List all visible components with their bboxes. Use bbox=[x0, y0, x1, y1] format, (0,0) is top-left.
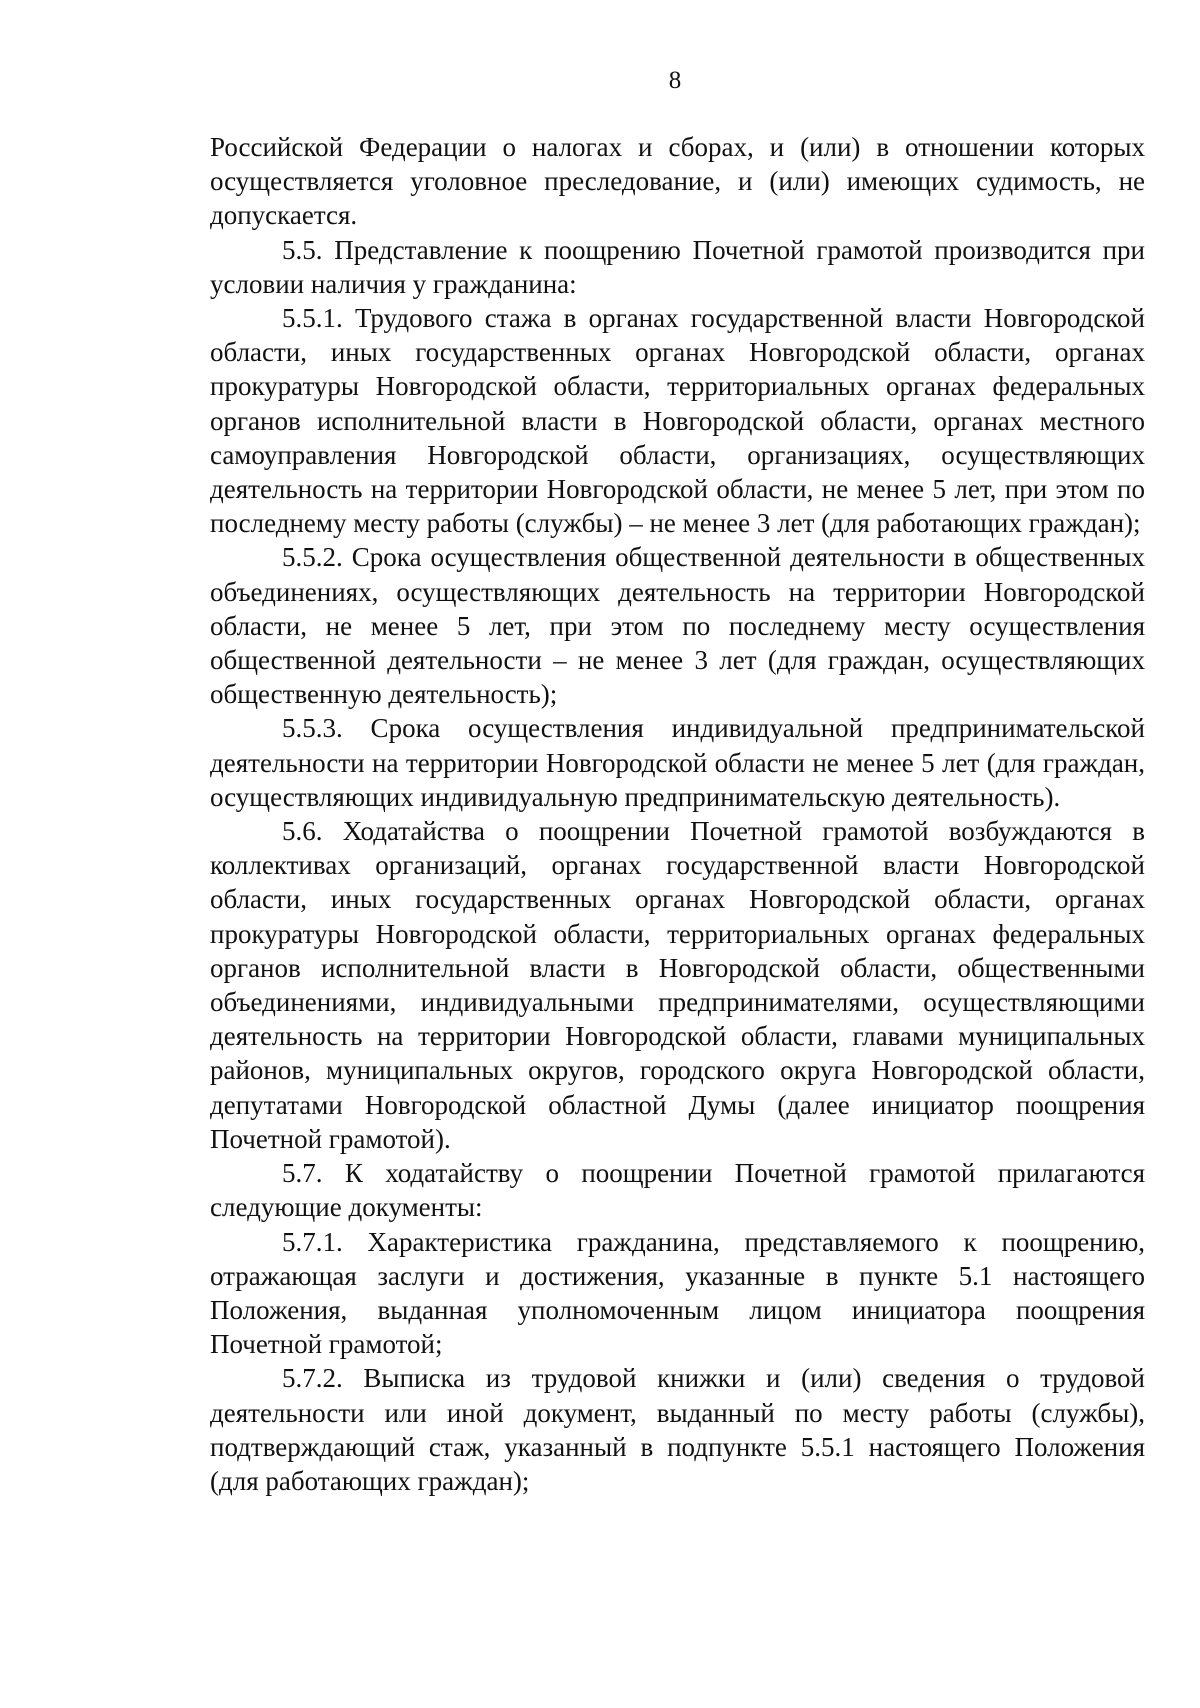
page-number: 8 bbox=[668, 67, 682, 94]
paragraph-continuation: Российской Федерации о налогах и сборах, и (или) в отношении которых осуществляется уголовное преследование, и (или) имеющих судимость, не допускается. bbox=[210, 132, 1145, 231]
paragraph-5-7: 5.7. К ходатайству о поощрении Почетной грамотой прилагаются следующие документы: bbox=[210, 1158, 1145, 1223]
paragraph-5-5-2: 5.5.2. Срока осуществления общественной деятельности в общественных объединениях, осуществляющих деятельность на территории Новгородской области, не менее 5 лет, при этом по последнему месту осуществления общественной деятельности – не менее 3 лет (для граждан, осуществляющих общественную деятельность); bbox=[210, 542, 1145, 710]
paragraph-5-6: 5.6. Ходатайства о поощрении Почетной грамотой возбуждаются в коллективах организаций, органах государственной власти Новгородской области, иных государственных органах Новгородской области, органах прокуратуры Новгородской области, территориальных органах федеральных органов исполнительной власти в Новгородской области, общественными объединениями, индивидуальными предпринимателями, осуществляющими деятельность на территории Новгородской области, главами муниципальных районов, муниципальных округов, городского округа Новгородской области, депутатами Новгородской областной Думы (далее инициатор поощрения Почетной грамотой). bbox=[210, 816, 1145, 1154]
paragraph-5-5: 5.5. Представление к поощрению Почетной грамотой производится при условии наличия у гражданина: bbox=[210, 234, 1145, 299]
paragraph-5-5-3: 5.5.3. Срока осуществления индивидуальной предпринимательской деятельности на территории Новгородской области не менее 5 лет (для граждан, осуществляющих индивидуальную предпринимательскую деятельность). bbox=[210, 713, 1145, 812]
paragraph-5-7-2: 5.7.2. Выписка из трудовой книжки и (или) сведения о трудовой деятельности или иной документ, выданный по месту работы (службы), подтверждающий стаж, указанный в подпункте 5.5.1 настоящего Положения (для работающих граждан); bbox=[210, 1363, 1145, 1496]
paragraph-5-5-1: 5.5.1. Трудового стажа в органах государственной власти Новгородской области, иных государственных органах Новгородской области, органах прокуратуры Новгородской области, территориальных органах федеральных органов исполнительной власти в Новгородской области, органах местного самоуправления Новгородской области, организациях, осуществляющих деятельность на территории Новгородской области, не менее 5 лет, при этом по последнему месту работы (службы) – не менее 3 лет (для работающих граждан); bbox=[210, 303, 1145, 539]
paragraph-5-7-1: 5.7.1. Характеристика гражданина, представляемого к поощрению, отражающая заслуги и достижения, указанные в пункте 5.1 настоящего Положения, выданная уполномоченным лицом инициатора поощрения Почетной грамотой; bbox=[210, 1226, 1145, 1360]
document-body bbox=[210, 130, 1145, 1498]
